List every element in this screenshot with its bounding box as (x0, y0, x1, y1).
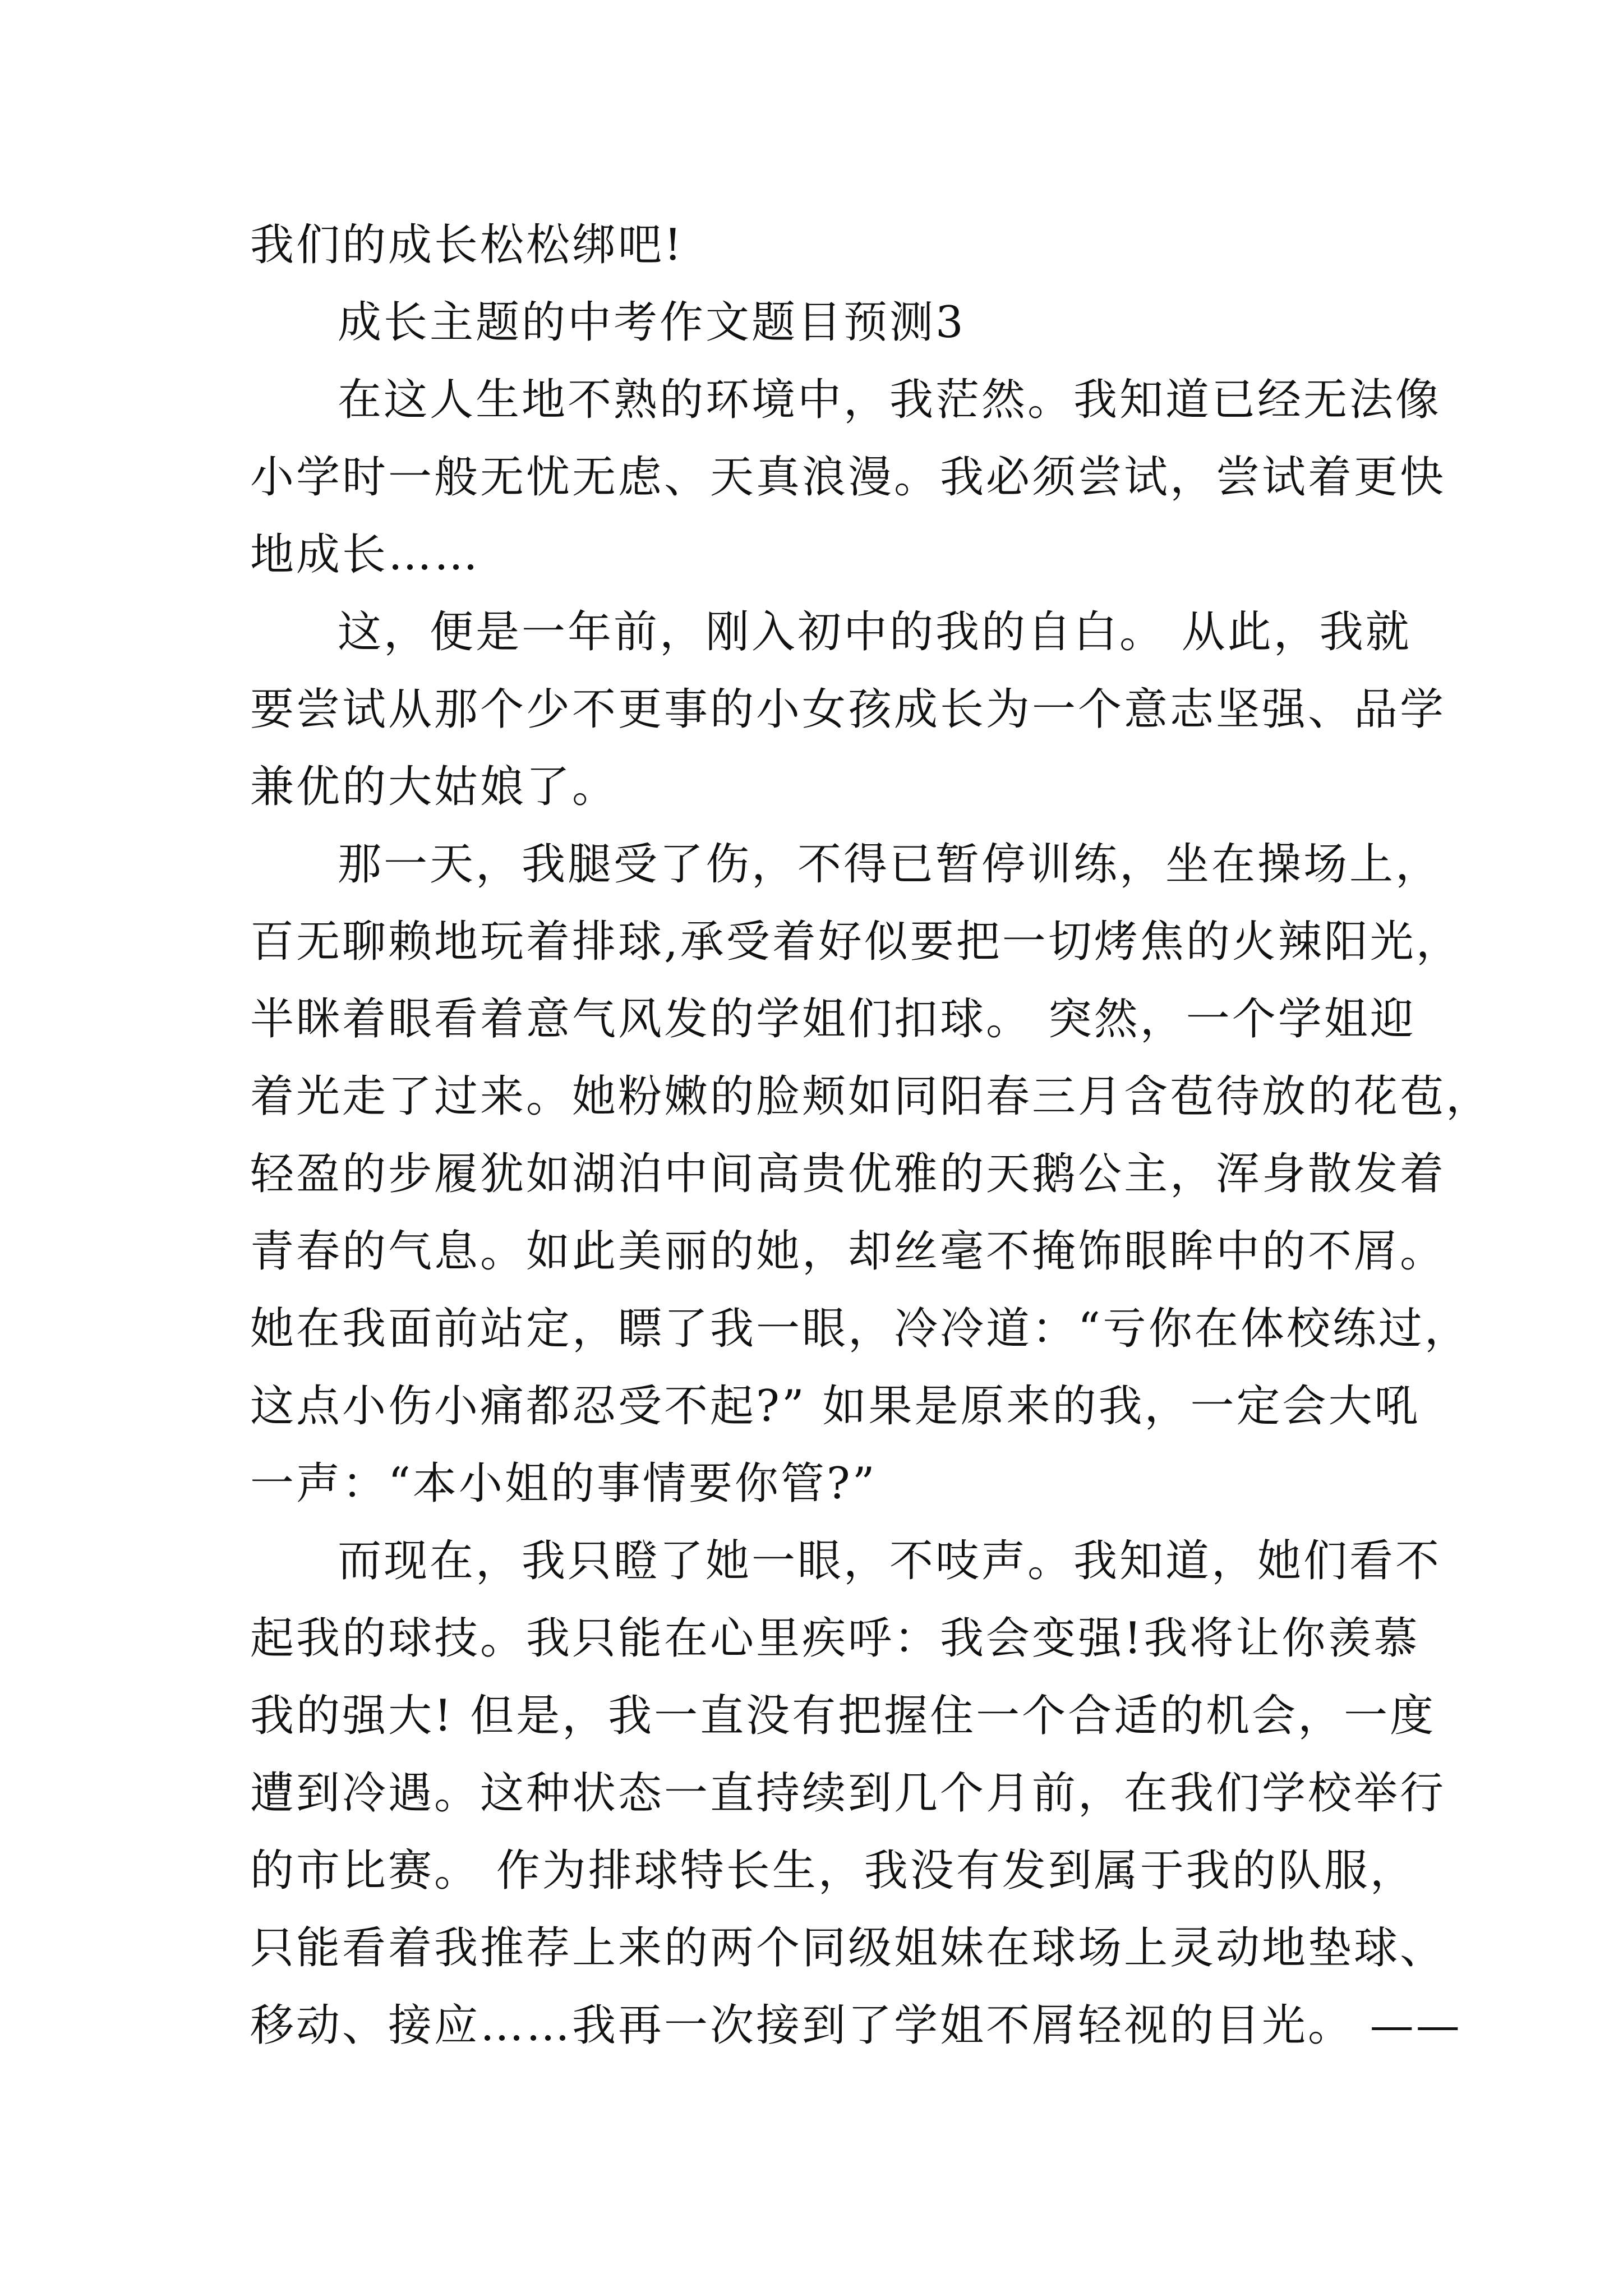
text-line-7: 要尝试从那个少不更事的小女孩成长为一个意志坚强、品学 (250, 684, 1446, 735)
text-line-12: 着光走了过来。她粉嫩的脸颊如同阳春三月含苞待放的花苞， (250, 1071, 1492, 1122)
text-line-20: 我的强大! 但是，我一直没有把握住一个合适的机会，一度 (250, 1691, 1436, 1741)
text-line-10: 百无聊赖地玩着排球,承受着好似要把一切烤焦的火辣阳光， (250, 917, 1462, 967)
text-line-15: 她在我面前站定，瞟了我一眼，冷冷道：“亏你在体校练过， (250, 1304, 1470, 1354)
text-line-16: 这点小伤小痛都忍受不起?” 如果是原来的我，一定会大吼 (250, 1381, 1421, 1432)
text-line-4: 小学时一般无忧无虑、天真浪漫。我必须尝试，尝试着更快 (250, 452, 1446, 503)
essay-body (250, 206, 1492, 2064)
text-line-23: 只能看着我推荐上来的两个同级姐妹在球场上灵动地垫球、 (250, 1923, 1446, 1973)
text-line-3: 在这人生地不熟的环境中，我茫然。我知道已经无法像 (338, 375, 1442, 425)
text-line-9: 那一天，我腿受了伤，不得已暂停训练，坐在操场上， (338, 839, 1442, 890)
text-line-24: 移动、接应……我再一次接到了学姐不屑轻视的目光。 —— (250, 2000, 1462, 2051)
text-line-11: 半眯着眼看着意气风发的学姐们扣球。 突然，一个学姐迎 (250, 994, 1416, 1045)
text-line-21: 遭到冷遇。这种状态一直持续到几个月前，在我们学校举行 (250, 1768, 1446, 1819)
text-line-13: 轻盈的步履犹如湖泊中间高贵优雅的天鹅公主，浑身散发着 (250, 1149, 1446, 1199)
text-line-22: 的市比赛。 作为排球特长生，我没有发到属于我的队服， (250, 1846, 1416, 1896)
text-line-18: 而现在，我只瞪了她一眼，不吱声。我知道，她们看不 (338, 1536, 1442, 1586)
text-line-5: 地成长…… (250, 530, 481, 580)
text-line-1: 我们的成长松松绑吧! (250, 220, 684, 270)
text-line-17: 一声：“本小姐的事情要你管?” (250, 1458, 877, 1509)
text-line-14: 青春的气息。如此美丽的她，却丝毫不掩饰眼眸中的不屑。 (250, 1226, 1446, 1277)
text-line-6: 这，便是一年前，刚入初中的我的自白。 从此，我就 (338, 607, 1412, 657)
essay-title: 成长主题的中考作文题目预测3 (338, 297, 966, 348)
text-line-8: 兼优的大姑娘了。 (250, 762, 619, 812)
text-line-19: 起我的球技。我只能在心里疾呼：我会变强!我将让你羡慕 (250, 1613, 1420, 1664)
